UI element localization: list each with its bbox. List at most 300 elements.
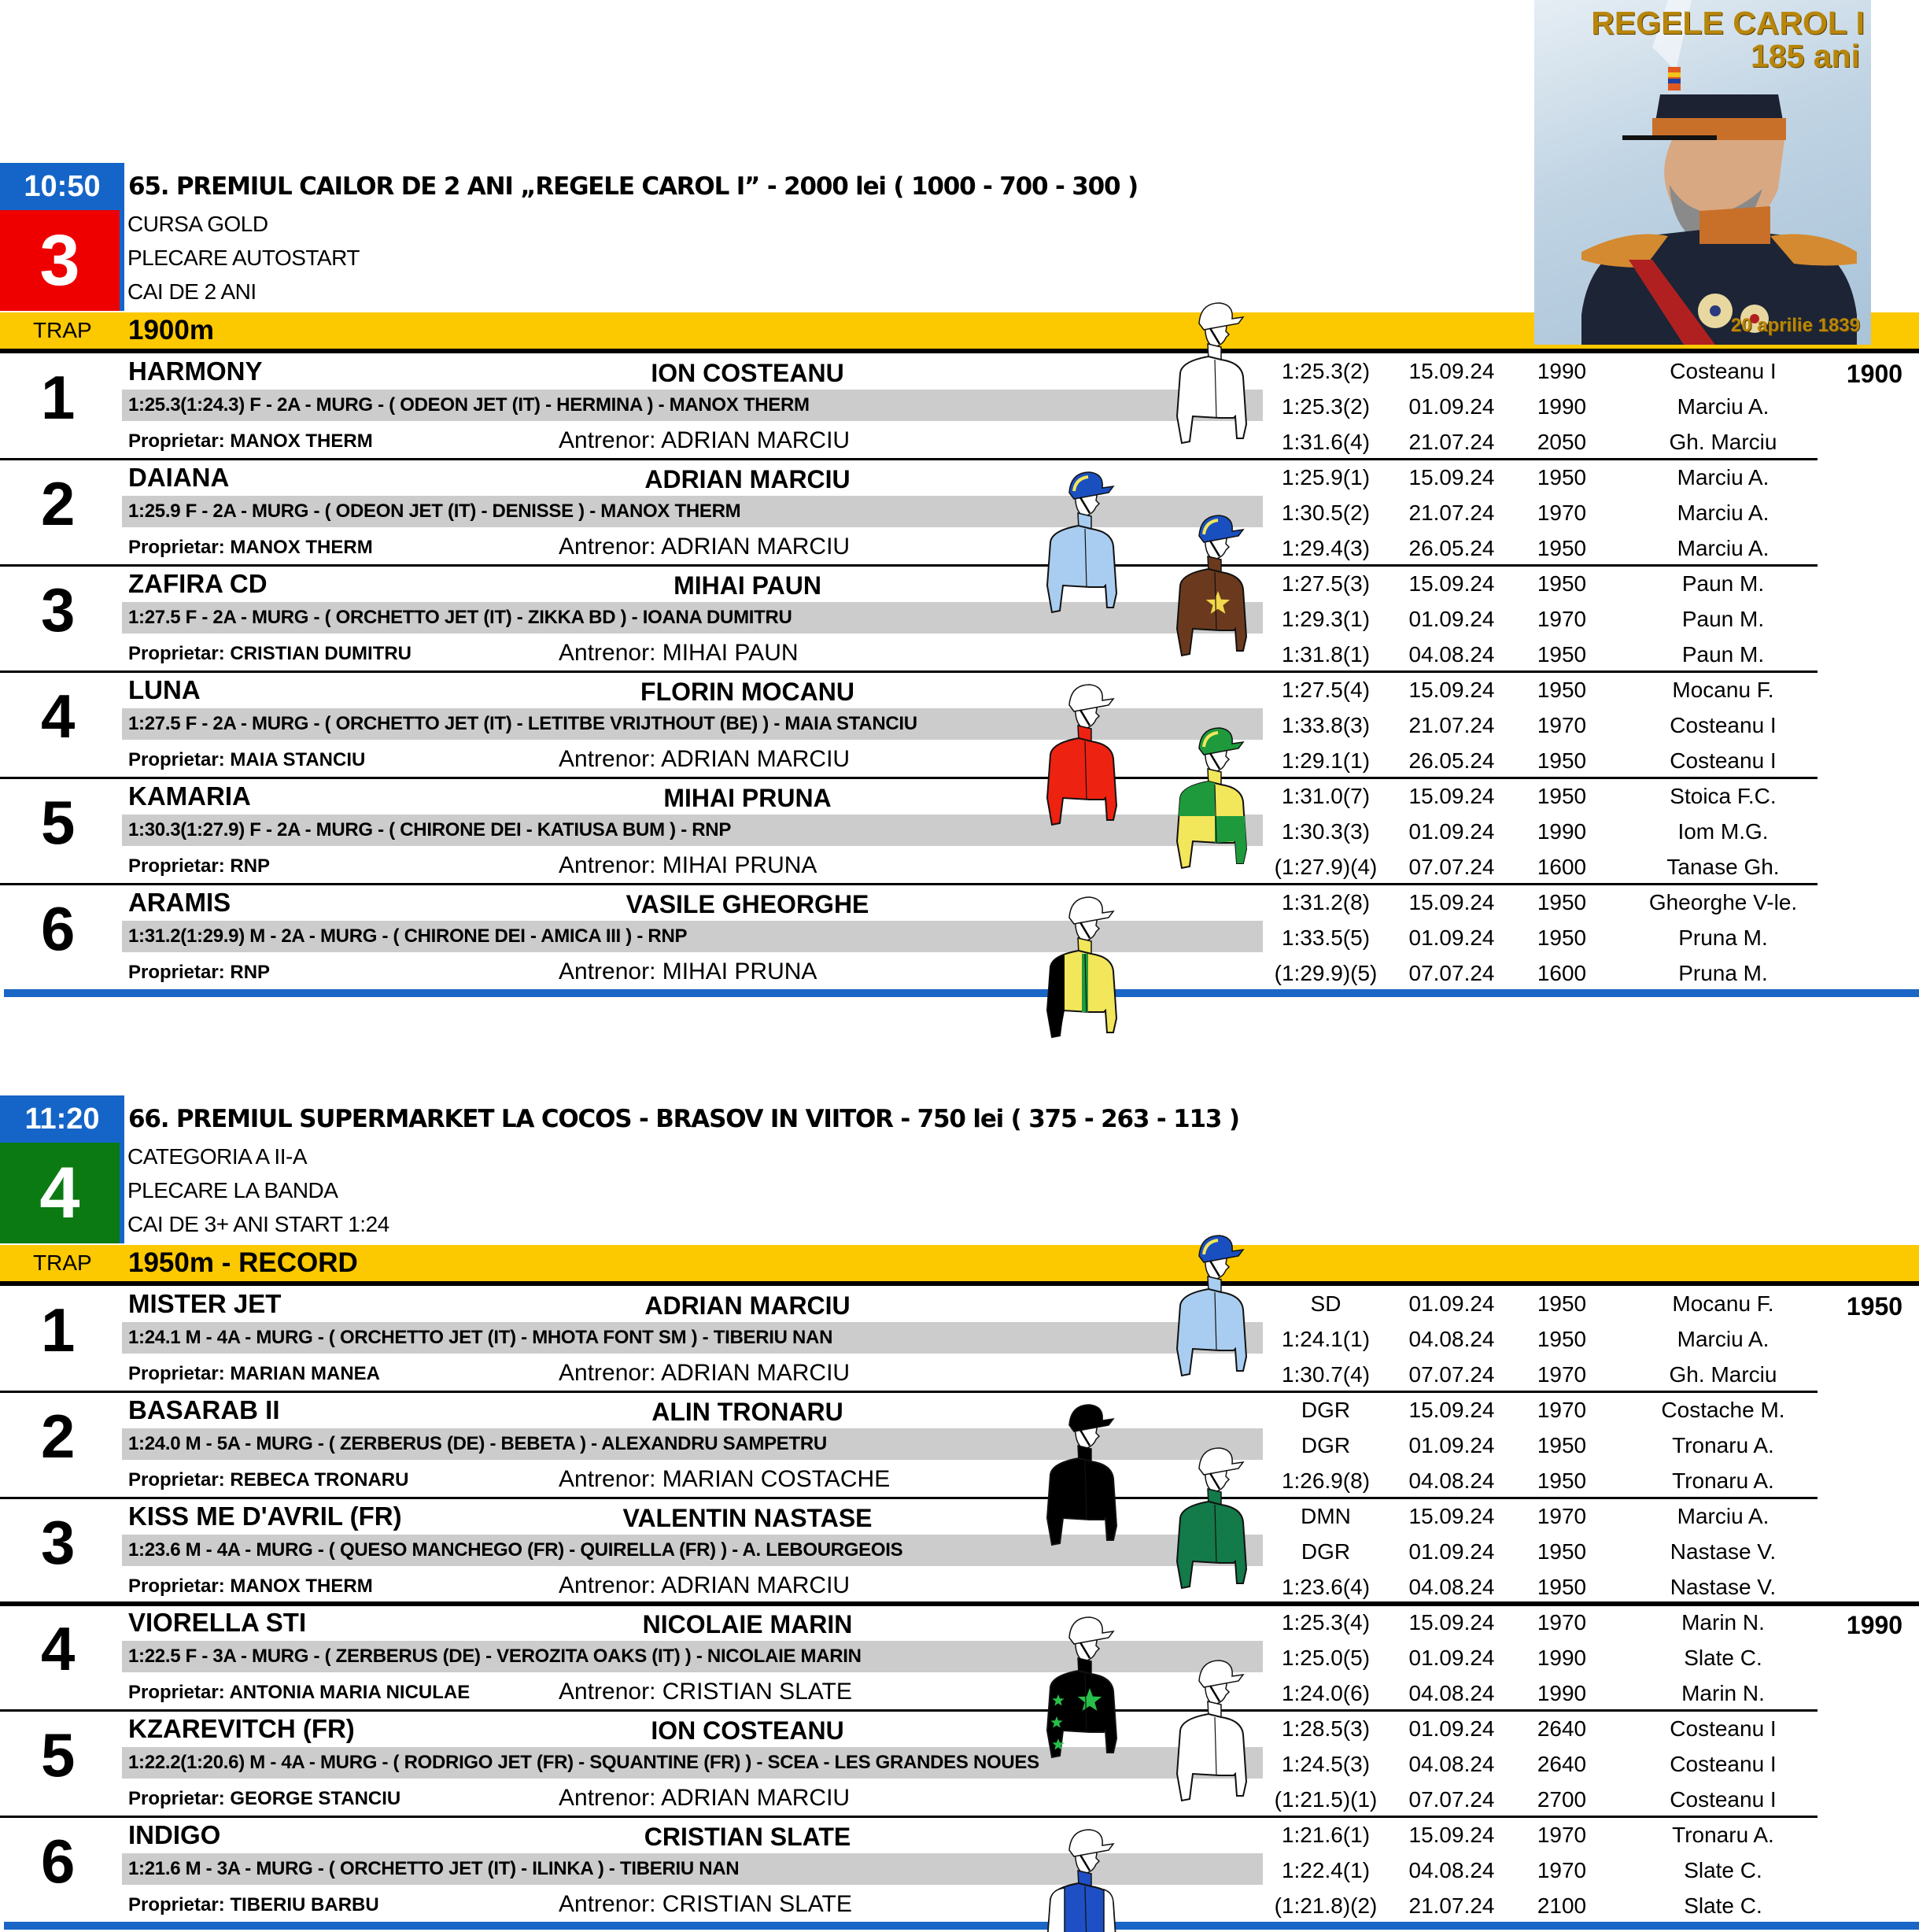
- perf-distance: 1950: [1537, 1539, 1587, 1564]
- race-number-badge: 4: [0, 1143, 120, 1243]
- saddle-number: 1: [41, 1295, 76, 1365]
- jockey-jacket: [1177, 1289, 1246, 1376]
- portrait-title: REGELE CAROL I: [1591, 5, 1865, 41]
- perf-distance: 1990: [1537, 1681, 1587, 1705]
- horse-info: 1:21.6 M - 3A - MURG - ( ORCHETTO JET (IT) - ILINKA ) - TIBERIU NAN: [128, 1858, 740, 1879]
- perf-date: 07.07.24: [1408, 961, 1495, 985]
- horse-name: KZAREVITCH (FR): [128, 1714, 355, 1743]
- trainer-label: Antrenor: MIHAI PRUNA: [559, 959, 817, 984]
- perf-distance: 1950: [1537, 571, 1587, 596]
- perf-date: 21.07.24: [1408, 430, 1495, 454]
- perf-time: 1:22.4(1): [1281, 1858, 1371, 1882]
- perf-date: 26.05.24: [1408, 748, 1495, 773]
- horse-name: DAIANA: [128, 463, 230, 492]
- perf-time: 1:28.5(3): [1281, 1716, 1371, 1741]
- horse-info: 1:24.0 M - 5A - MURG - ( ZERBERUS (DE) - BEBETA ) - ALEXANDRU SAMPETRU: [128, 1433, 827, 1454]
- perf-date: 04.08.24: [1408, 1575, 1495, 1599]
- trainer-label: Antrenor: CRISTIAN SLATE: [559, 1679, 852, 1705]
- perf-driver: Stoica F.C.: [1670, 784, 1777, 808]
- horse-entry[interactable]: [0, 672, 1919, 778]
- horse-entry[interactable]: [0, 1392, 1919, 1498]
- owner-label: Proprietar: TIBERIU BARBU: [128, 1894, 379, 1915]
- horse-info: 1:24.1 M - 4A - MURG - ( ORCHETTO JET (IT) - MHOTA FONT SM ) - TIBERIU NAN: [128, 1327, 833, 1348]
- jockey-silks: [1035, 467, 1129, 625]
- perf-time: 1:31.6(4): [1281, 430, 1371, 454]
- jockey-silks-icon: [1164, 511, 1259, 668]
- jockey-jacket: [1047, 1458, 1116, 1545]
- jockey-cap: [1199, 1660, 1243, 1687]
- perf-time: 1:27.5(3): [1281, 571, 1371, 596]
- perf-time: 1:25.0(5): [1281, 1646, 1371, 1670]
- race-condition: CURSA GOLD: [127, 212, 268, 236]
- perf-distance: 1970: [1537, 1610, 1587, 1635]
- driver-name: NICOLAIE MARIN: [642, 1610, 853, 1638]
- perf-time: DGR: [1301, 1539, 1351, 1564]
- performance-row: [1259, 495, 1825, 530]
- owner-label: Proprietar: MANOX THERM: [128, 537, 373, 558]
- perf-distance: 2050: [1537, 430, 1587, 454]
- horse-info: 1:22.5 F - 3A - MURG - ( ZERBERUS (DE) - VEROZITA OAKS (IT) ) - NICOLAIE MARIN: [128, 1646, 862, 1667]
- perf-date: 04.08.24: [1408, 642, 1495, 667]
- owner-label: Proprietar: MARIAN MANEA: [128, 1363, 381, 1384]
- horse-info: 1:27.5 F - 2A - MURG - ( ORCHETTO JET (IT) - LETITBE VRIJTHOUT (BE) ) - MAIA STANCIU: [128, 713, 917, 734]
- jockey-cap: [1069, 1617, 1113, 1644]
- saddle-number: 2: [41, 469, 76, 538]
- trainer-label: Antrenor: MIHAI PRUNA: [559, 852, 817, 878]
- performance-row: [1259, 1675, 1825, 1711]
- performance-row: [1259, 1853, 1825, 1888]
- horse-entry[interactable]: [0, 1605, 1919, 1711]
- perf-date: 15.09.24: [1408, 359, 1495, 383]
- race-condition: PLECARE AUTOSTART: [127, 246, 360, 270]
- owner-label: Proprietar: MAIA STANCIU: [128, 749, 366, 770]
- race-end-divider: [4, 989, 1919, 997]
- race-condition: CAI DE 2 ANI: [127, 279, 256, 304]
- perf-driver: Slate C.: [1684, 1858, 1762, 1882]
- race-condition: CATEGORIA A II-A: [127, 1144, 307, 1169]
- jockey-silks-icon: [1035, 1400, 1129, 1557]
- performance-row: [1259, 1746, 1825, 1782]
- driver-name: MIHAI PAUN: [673, 571, 821, 600]
- perf-time: 1:25.3(4): [1281, 1610, 1371, 1635]
- perf-distance: 1970: [1537, 713, 1587, 737]
- trainer-label: Antrenor: ADRIAN MARCIU: [559, 746, 851, 772]
- perf-distance: 1950: [1537, 1433, 1587, 1457]
- perf-driver: Paun M.: [1681, 571, 1765, 596]
- horse-info: 1:25.3(1:24.3) F - 2A - MURG - ( ODEON JET (IT) - HERMINA ) - MANOX THERM: [128, 394, 810, 416]
- perf-date: 01.09.24: [1408, 1291, 1495, 1316]
- performance-row: [1259, 566, 1825, 601]
- race-time: 11:20: [0, 1095, 124, 1143]
- perf-distance: 1970: [1537, 607, 1587, 631]
- perf-driver: Nastase V.: [1670, 1575, 1777, 1599]
- perf-date: 15.09.24: [1408, 1610, 1495, 1635]
- jockey-silks: [1164, 1656, 1259, 1813]
- saddle-number: 3: [41, 575, 76, 645]
- owner-label: Proprietar: MANOX THERM: [128, 430, 373, 452]
- driver-name: FLORIN MOCANU: [640, 678, 854, 706]
- perf-date: 04.08.24: [1408, 1858, 1495, 1882]
- jockey-silks: [1164, 1443, 1259, 1601]
- performance-row: [1259, 1534, 1825, 1569]
- owner-label: Proprietar: GEORGE STANCIU: [128, 1788, 401, 1809]
- driver-name: ADRIAN MARCIU: [644, 465, 851, 493]
- jockey-silks: [1164, 1231, 1259, 1388]
- race-type-label: TRAP: [33, 318, 92, 342]
- perf-distance: 1950: [1537, 890, 1587, 914]
- horse-entry[interactable]: [0, 1711, 1919, 1817]
- perf-distance: 1970: [1537, 501, 1587, 525]
- perf-time: 1:24.5(3): [1281, 1752, 1371, 1776]
- driver-name: ION COSTEANU: [651, 1716, 844, 1745]
- performance-row: [1259, 1711, 1825, 1746]
- perf-date: 26.05.24: [1408, 536, 1495, 560]
- perf-distance: 1970: [1537, 1823, 1587, 1847]
- perf-time: SD: [1310, 1291, 1341, 1316]
- horse-info: 1:23.6 M - 4A - MURG - ( QUESO MANCHEGO (FR) - QUIRELLA (FR) ) - A. LEBOURGEOIS: [128, 1539, 903, 1561]
- horse-entry[interactable]: [0, 460, 1919, 566]
- jockey-silks-icon: [1164, 1231, 1259, 1388]
- performance-row: [1259, 1782, 1825, 1817]
- silk-quarter: [1179, 781, 1215, 816]
- driver-name: ADRIAN MARCIU: [644, 1291, 851, 1320]
- driver-name: ALIN TRONARU: [651, 1398, 843, 1426]
- perf-date: 15.09.24: [1408, 1504, 1495, 1528]
- perf-date: 15.09.24: [1408, 1398, 1495, 1422]
- perf-distance: 1990: [1537, 394, 1587, 419]
- perf-driver: Tanase Gh.: [1666, 855, 1780, 879]
- perf-date: 01.09.24: [1408, 1646, 1495, 1670]
- king-portrait-poster: [1534, 0, 1871, 345]
- perf-driver: Pruna M.: [1678, 961, 1768, 985]
- perf-driver: Mocanu F.: [1672, 678, 1774, 702]
- performance-row: [1259, 849, 1825, 885]
- perf-time: 1:27.5(4): [1281, 678, 1371, 702]
- perf-time: (1:29.9)(5): [1274, 961, 1378, 985]
- race-title: 66. PREMIUL SUPERMARKET LA COCOS - BRASOV IN VIITOR - 750 lei ( 375 - 263 - 113 ): [128, 1105, 1239, 1133]
- perf-driver: Marciu A.: [1677, 536, 1770, 560]
- trainer-label: Antrenor: ADRIAN MARCIU: [559, 1785, 851, 1811]
- perf-time: DGR: [1301, 1398, 1351, 1422]
- saddle-number: 4: [41, 1614, 76, 1683]
- performance-row: [1259, 530, 1825, 566]
- jockey-silks: [1164, 511, 1259, 668]
- perf-distance: 1990: [1537, 359, 1587, 383]
- jockey-jacket: [1177, 356, 1246, 443]
- perf-driver: Iom M.G.: [1677, 819, 1769, 844]
- race-condition: CAI DE 3+ ANI START 1:24: [127, 1212, 389, 1236]
- perf-date: 21.07.24: [1408, 713, 1495, 737]
- perf-driver: Paun M.: [1681, 607, 1765, 631]
- performance-row: [1259, 389, 1825, 424]
- owner-label: Proprietar: REBECA TRONARU: [128, 1469, 409, 1491]
- perf-date: 01.09.24: [1408, 1539, 1495, 1564]
- jockey-silks: [1035, 680, 1129, 837]
- perf-time: 1:25.3(2): [1281, 359, 1371, 383]
- perf-distance: 1600: [1537, 855, 1587, 879]
- trainer-label: Antrenor: ADRIAN MARCIU: [559, 1360, 851, 1386]
- horse-name: HARMONY: [128, 356, 263, 386]
- performance-row: [1259, 1357, 1825, 1392]
- perf-date: 07.07.24: [1408, 1362, 1495, 1387]
- race-title: 65. PREMIUL CAILOR DE 2 ANI „REGELE CAROL I” - 2000 lei ( 1000 - 700 - 300 ): [128, 172, 1138, 201]
- saddle-number: 4: [41, 682, 76, 751]
- portrait-subtitle: 185 ani: [1750, 38, 1860, 74]
- performance-row: [1259, 1428, 1825, 1463]
- horse-name: LUNA: [128, 675, 201, 704]
- perf-driver: Marin N.: [1681, 1610, 1765, 1635]
- performance-row: [1259, 920, 1825, 955]
- saddle-number: 5: [41, 788, 76, 857]
- jockey-silks-icon: [1035, 1612, 1129, 1770]
- horse-name: ZAFIRA CD: [128, 569, 268, 598]
- silk-sleeve: [1047, 1888, 1065, 1932]
- perf-time: 1:25.9(1): [1281, 465, 1371, 489]
- race-end-divider: [4, 1922, 1919, 1930]
- perf-time: 1:31.2(8): [1281, 890, 1371, 914]
- horse-info: 1:31.2(1:29.9) M - 2A - MURG - ( CHIRONE DEI - AMICA III ) - RNP: [128, 925, 688, 947]
- perf-time: 1:29.4(3): [1281, 536, 1371, 560]
- saddle-number: 5: [41, 1720, 76, 1790]
- perf-distance: 2700: [1537, 1787, 1587, 1812]
- race-condition: PLECARE LA BANDA: [127, 1178, 338, 1202]
- perf-date: 07.07.24: [1408, 1787, 1495, 1812]
- jockey-jacket: [1047, 738, 1116, 825]
- trainer-label: Antrenor: CRISTIAN SLATE: [559, 1891, 852, 1917]
- horse-info: 1:27.5 F - 2A - MURG - ( ORCHETTO JET (IT) - ZIKKA BD ) - IOANA DUMITRU: [128, 607, 792, 628]
- jockey-silks-icon: [1035, 467, 1129, 625]
- jockey-silks: [1035, 1612, 1129, 1770]
- perf-distance: 2100: [1537, 1893, 1587, 1918]
- driver-name: VASILE GHEORGHE: [626, 890, 869, 918]
- horse-name: ARAMIS: [128, 888, 231, 917]
- perf-driver: Costache M.: [1661, 1398, 1785, 1422]
- perf-distance: 1970: [1537, 1504, 1587, 1528]
- perf-driver: Slate C.: [1684, 1893, 1762, 1918]
- perf-time: 1:24.0(6): [1281, 1681, 1371, 1705]
- jockey-cap: [1069, 685, 1113, 711]
- horse-name: VIORELLA STI: [128, 1608, 307, 1637]
- record-distance: 1900: [1846, 360, 1903, 388]
- perf-date: 01.09.24: [1408, 394, 1495, 419]
- driver-name: ION COSTEANU: [651, 359, 844, 387]
- perf-distance: 1950: [1537, 465, 1587, 489]
- jockey-silks: [1164, 298, 1259, 456]
- saddle-number: 6: [41, 894, 76, 963]
- performance-row: [1259, 743, 1825, 778]
- horse-entry[interactable]: [0, 1498, 1919, 1605]
- jockey-jacket: [1047, 526, 1116, 612]
- perf-date: 04.08.24: [1408, 1752, 1495, 1776]
- perf-distance: 1990: [1537, 819, 1587, 844]
- horse-entry[interactable]: [0, 1817, 1919, 1923]
- perf-distance: 1970: [1537, 1858, 1587, 1882]
- perf-date: 15.09.24: [1408, 890, 1495, 914]
- performance-row: [1259, 707, 1825, 743]
- perf-date: 21.07.24: [1408, 1893, 1495, 1918]
- perf-driver: Slate C.: [1684, 1646, 1762, 1670]
- horse-name: KISS ME D'AVRIL (FR): [128, 1502, 402, 1531]
- jockey-jacket: [1177, 1502, 1246, 1588]
- perf-distance: 1950: [1537, 925, 1587, 950]
- jockey-jacket: [1177, 1714, 1246, 1801]
- perf-distance: 1950: [1537, 678, 1587, 702]
- perf-time: 1:25.3(2): [1281, 394, 1371, 419]
- performance-row: [1259, 601, 1825, 637]
- performance-row: [1259, 1569, 1825, 1605]
- trainer-label: Antrenor: ADRIAN MARCIU: [559, 534, 851, 560]
- race-time: 10:50: [0, 163, 124, 210]
- performance-row: [1259, 778, 1825, 814]
- jockey-silks-icon: [1035, 1825, 1129, 1932]
- jockey-cap: [1199, 303, 1243, 330]
- performance-row: [1259, 885, 1825, 920]
- horse-entry[interactable]: [0, 885, 1919, 991]
- perf-date: 01.09.24: [1408, 607, 1495, 631]
- perf-driver: Costeanu I: [1670, 1787, 1777, 1812]
- perf-driver: Marciu A.: [1677, 394, 1770, 419]
- performance-row: [1259, 1888, 1825, 1923]
- perf-date: 01.09.24: [1408, 1716, 1495, 1741]
- perf-distance: 1950: [1537, 642, 1587, 667]
- perf-time: 1:21.6(1): [1281, 1823, 1371, 1847]
- perf-driver: Marin N.: [1681, 1681, 1765, 1705]
- race-type-label: TRAP: [33, 1250, 92, 1275]
- perf-driver: Marciu A.: [1677, 1327, 1770, 1351]
- portrait-date: 20 aprilie 1839: [1730, 315, 1860, 336]
- horse-name: MISTER JET: [128, 1289, 282, 1318]
- horse-entry[interactable]: [0, 353, 1919, 460]
- perf-time: 1:29.3(1): [1281, 607, 1371, 631]
- saddle-number: 3: [41, 1508, 76, 1577]
- jockey-silks-icon: [1164, 1443, 1259, 1601]
- perf-time: (1:21.5)(1): [1274, 1787, 1378, 1812]
- horse-entry[interactable]: [0, 1286, 1919, 1392]
- jockey-silks-icon: [1164, 298, 1259, 456]
- perf-time: 1:31.8(1): [1281, 642, 1371, 667]
- jockey-silks: [1035, 892, 1129, 1050]
- perf-time: 1:30.7(4): [1281, 1362, 1371, 1387]
- owner-label: Proprietar: ANTONIA MARIA NICULAE: [128, 1682, 471, 1703]
- owner-label: Proprietar: RNP: [128, 855, 271, 877]
- perf-date: 01.09.24: [1408, 1433, 1495, 1457]
- perf-time: 1:23.6(4): [1281, 1575, 1371, 1599]
- perf-distance: 1970: [1537, 1362, 1587, 1387]
- perf-distance: 1950: [1537, 784, 1587, 808]
- record-distance: 1950: [1846, 1292, 1903, 1321]
- perf-date: 04.08.24: [1408, 1327, 1495, 1351]
- perf-date: 15.09.24: [1408, 784, 1495, 808]
- silk-quarter: [1215, 816, 1246, 863]
- jockey-silks-icon: [1164, 1656, 1259, 1813]
- perf-time: DGR: [1301, 1433, 1351, 1457]
- horse-entry[interactable]: [0, 778, 1919, 885]
- jockey-silks-icon: [1035, 680, 1129, 837]
- perf-time: 1:24.1(1): [1281, 1327, 1371, 1351]
- performance-row: [1259, 672, 1825, 707]
- performance-row: [1259, 1321, 1825, 1357]
- perf-driver: Tronaru A.: [1672, 1823, 1774, 1847]
- race-distance: 1900m: [128, 315, 214, 345]
- jockey-silks: [1164, 723, 1259, 881]
- horse-name: INDIGO: [128, 1820, 221, 1849]
- perf-driver: Costeanu I: [1670, 1752, 1777, 1776]
- perf-time: 1:29.1(1): [1281, 748, 1371, 773]
- horse-entry[interactable]: [0, 566, 1919, 672]
- perf-time: DMN: [1301, 1504, 1351, 1528]
- saddle-number: 6: [41, 1827, 76, 1896]
- perf-time: 1:33.5(5): [1281, 925, 1371, 950]
- perf-distance: 1990: [1537, 1646, 1587, 1670]
- record-distance: 1990: [1846, 1611, 1903, 1639]
- perf-driver: Tronaru A.: [1672, 1468, 1774, 1493]
- race-distance: 1950m - RECORD: [128, 1247, 358, 1278]
- badge-edge: [120, 210, 124, 311]
- performance-row: [1259, 460, 1825, 495]
- perf-driver: Nastase V.: [1670, 1539, 1777, 1564]
- performance-row: [1259, 814, 1825, 849]
- perf-date: 04.08.24: [1408, 1681, 1495, 1705]
- perf-driver: Marciu A.: [1677, 465, 1770, 489]
- performance-row: [1259, 1605, 1825, 1640]
- perf-date: 07.07.24: [1408, 855, 1495, 879]
- perf-time: 1:31.0(7): [1281, 784, 1371, 808]
- perf-date: 04.08.24: [1408, 1468, 1495, 1493]
- trainer-label: Antrenor: MIHAI PAUN: [559, 640, 799, 666]
- perf-date: 15.09.24: [1408, 1823, 1495, 1847]
- perf-driver: Gheorghe V-le.: [1648, 890, 1798, 914]
- jockey-silks: [1035, 1825, 1129, 1932]
- driver-name: MIHAI PRUNA: [663, 784, 832, 812]
- perf-distance: 1600: [1537, 961, 1587, 985]
- perf-time: (1:21.8)(2): [1274, 1893, 1378, 1918]
- badge-edge: [120, 1143, 124, 1243]
- perf-distance: 1950: [1537, 1468, 1587, 1493]
- performance-row: [1259, 1463, 1825, 1498]
- perf-distance: 2640: [1537, 1752, 1587, 1776]
- perf-driver: Tronaru A.: [1672, 1433, 1774, 1457]
- performance-row: [1259, 424, 1825, 460]
- perf-distance: 1950: [1537, 1291, 1587, 1316]
- perf-driver: Costeanu I: [1670, 748, 1777, 773]
- trainer-label: Antrenor: ADRIAN MARCIU: [559, 427, 851, 453]
- race-number-badge: 3: [0, 210, 120, 311]
- horse-name: KAMARIA: [128, 781, 251, 811]
- perf-distance: 1970: [1537, 1398, 1587, 1422]
- perf-driver: Costeanu I: [1670, 713, 1777, 737]
- perf-driver: Gh. Marciu: [1669, 430, 1777, 454]
- jockey-silks-icon: [1164, 723, 1259, 881]
- perf-driver: Marciu A.: [1677, 1504, 1770, 1528]
- horse-info: 1:30.3(1:27.9) F - 2A - MURG - ( CHIRONE DEI - KATIUSA BUM ) - RNP: [128, 819, 732, 840]
- horse-info: 1:25.9 F - 2A - MURG - ( ODEON JET (IT) - DENISSE ) - MANOX THERM: [128, 501, 741, 522]
- owner-label: Proprietar: RNP: [128, 962, 271, 983]
- perf-date: 15.09.24: [1408, 571, 1495, 596]
- perf-time: 1:26.9(8): [1281, 1468, 1371, 1493]
- horse-name: BASARAB II: [128, 1395, 280, 1424]
- trainer-label: Antrenor: MARIAN COSTACHE: [559, 1466, 891, 1492]
- perf-driver: Costeanu I: [1670, 1716, 1777, 1741]
- performance-row: [1259, 1640, 1825, 1675]
- perf-distance: 1950: [1537, 1327, 1587, 1351]
- owner-label: Proprietar: MANOX THERM: [128, 1576, 373, 1597]
- perf-time: 1:30.5(2): [1281, 501, 1371, 525]
- perf-time: 1:33.8(3): [1281, 713, 1371, 737]
- performance-row: [1259, 353, 1825, 389]
- jockey-silks: [1035, 1400, 1129, 1557]
- perf-driver: Paun M.: [1681, 642, 1765, 667]
- performance-row: [1259, 955, 1825, 991]
